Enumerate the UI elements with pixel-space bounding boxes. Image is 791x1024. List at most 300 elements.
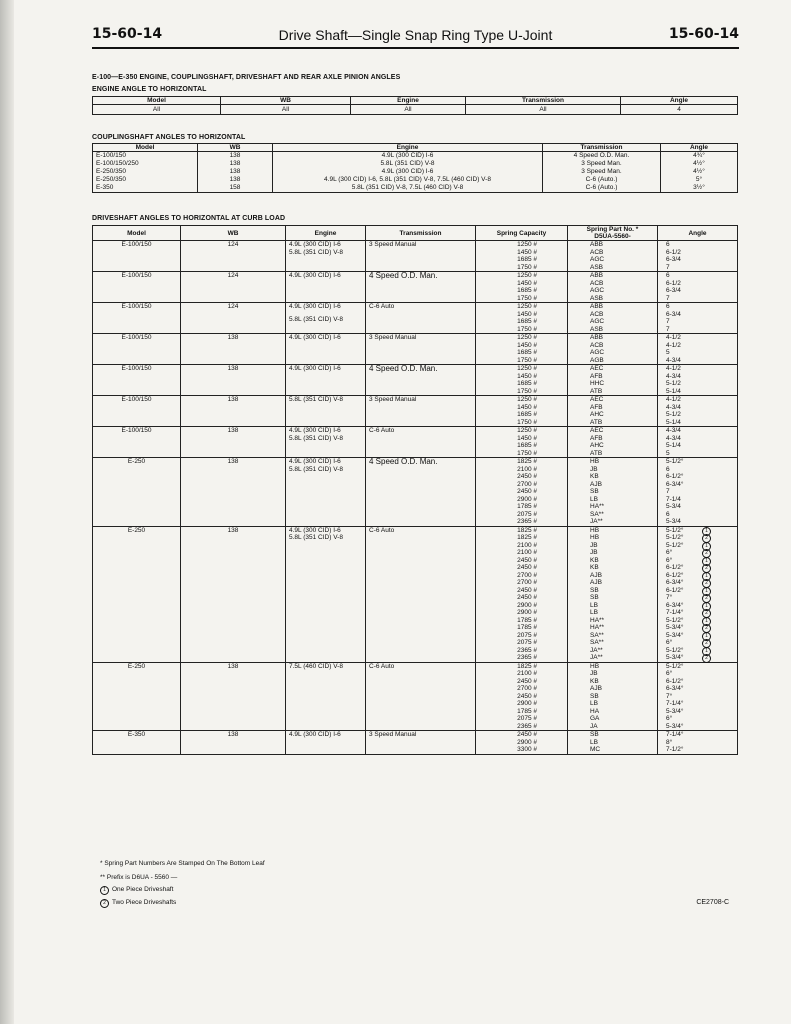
capacity-line: 1785 # [517, 616, 537, 624]
table-cell: 4.9L (300 CID) I-6, 5.8L (351 CID) V-8, 7.5L (460 CID) V-8 [273, 176, 543, 184]
engine-line: 5.8L (351 CID) V-8 [289, 465, 343, 473]
part-line: JA** [590, 646, 603, 654]
spring-capacity-cell [476, 241, 568, 272]
capacity-line: 2450 # [517, 473, 537, 480]
angle-value: 5-1/2° [666, 458, 684, 465]
angle-value: 6° [666, 670, 673, 677]
capacity-line: 2450 # [517, 731, 537, 738]
column-header: WB [221, 97, 351, 105]
capacity-line: 1685 # [517, 287, 537, 294]
capacity-line: 1825 # [517, 662, 537, 670]
angle-value: 7-1/4° [666, 609, 684, 616]
angle-value: 6 [666, 465, 670, 473]
part-line: SB [590, 594, 599, 601]
angle-value: 6-3/4° [666, 685, 684, 692]
angle-cell [658, 731, 738, 755]
table-row [93, 427, 738, 458]
angle-cell [658, 365, 738, 396]
angle-line [666, 280, 734, 288]
angle-value: 6° [666, 639, 673, 646]
column-header: Spring Capacity [476, 226, 568, 241]
model-cell: E-100/150 [93, 334, 181, 365]
part-line: ATB [590, 449, 603, 457]
angle-line [666, 419, 734, 427]
capacity-line: 1750 # [517, 263, 537, 271]
table-cell: All [221, 105, 351, 115]
circled-2-icon: 2 [702, 564, 711, 573]
table-row [93, 731, 738, 755]
capacity-line: 1750 # [517, 325, 537, 333]
model-cell: E-100/150 [93, 365, 181, 396]
table-cell: 4 [621, 105, 738, 115]
footnote-spring-part: * Spring Part Numbers Are Stamped On The Bottom Leaf [100, 860, 265, 867]
couplingshaft-angle-table [92, 143, 738, 193]
part-line: SA** [590, 631, 604, 639]
angle-value: 5-1/4 [666, 387, 681, 395]
angle-value: 5-3/4 [666, 518, 681, 525]
spring-part-cell [568, 526, 658, 662]
angle-value: 7-1/2° [666, 746, 684, 753]
table-row [93, 184, 738, 193]
angle-value: 5-3/4° [666, 624, 684, 631]
angle-value: 4-3/4 [666, 427, 681, 434]
angle-value: 5-3/4° [666, 707, 684, 715]
angle-value: 7-1/4 [666, 495, 681, 503]
part-line: AJB [590, 579, 602, 586]
capacity-line: 2900 # [517, 609, 537, 616]
table-cell: 5.8L (351 CID) V-8, 7.5L (460 CID) V-8 [273, 184, 543, 193]
engine-cell [286, 334, 366, 365]
part-line: HA [590, 707, 600, 715]
angle-value: 5 [666, 449, 670, 457]
part-line: HA** [590, 624, 605, 631]
angle-value: 8° [666, 738, 673, 746]
wb-cell: 138 [181, 334, 286, 365]
capacity-line: 1250 # [517, 303, 537, 310]
table-cell: All [466, 105, 621, 115]
angle-line [666, 311, 734, 319]
part-line: KB [590, 564, 599, 571]
capacity-line: 1785 # [517, 707, 537, 715]
wb-cell: 124 [181, 303, 286, 334]
capacity-line: 2450 # [517, 692, 537, 700]
table-row [93, 396, 738, 427]
part-line: AHC [590, 442, 604, 449]
table-row [93, 365, 738, 396]
angle-line [666, 249, 734, 257]
capacity-line: 2075 # [517, 510, 537, 518]
column-header: Model [93, 226, 181, 241]
angle-line [666, 450, 734, 458]
model-cell: E-100/150 [93, 427, 181, 458]
capacity-line: 1750 # [517, 418, 537, 426]
capacity-line: 1685 # [517, 349, 537, 356]
wb-cell: 124 [181, 241, 286, 272]
part-line: JA** [590, 654, 603, 661]
capacity-line: 1250 # [517, 396, 537, 403]
column-header: Angle [621, 97, 738, 105]
part-line: HB [590, 662, 600, 670]
angle-line [666, 670, 734, 678]
capacity-line: 2365 # [517, 518, 537, 525]
part-line: SB [590, 731, 599, 738]
footnote-text: One Piece Driveshaft [112, 886, 174, 893]
angle-line [666, 473, 734, 481]
part-line: ATB [590, 418, 603, 426]
page-title: Drive Shaft—Single Snap Ring Type U-Joint [278, 27, 553, 43]
engine-angle-table [92, 96, 738, 115]
angle-value: 6-1/2° [666, 586, 684, 594]
page-header [92, 24, 739, 48]
wb-cell: 138 [181, 662, 286, 731]
part-line: ASB [590, 325, 604, 333]
angle-value: 5-1/2° [666, 541, 684, 549]
capacity-line: 2450 # [517, 594, 537, 601]
column-header: Angle [661, 144, 738, 152]
part-line: HB [590, 534, 600, 541]
capacity-line: 1750 # [517, 356, 537, 364]
part-line: ABB [590, 272, 604, 279]
circled-2-icon: 2 [702, 639, 711, 648]
table-cell: 5° [661, 176, 738, 184]
angle-cell [658, 241, 738, 272]
circled-2-icon: 2 [702, 654, 711, 663]
angle-line [666, 602, 734, 610]
angle-line [666, 287, 734, 295]
table-cell: E-250/350 [93, 176, 198, 184]
part-line: JA [590, 722, 598, 730]
engine-line: 4.9L (300 CID) I-6 [289, 427, 341, 434]
footnote-one-piece [100, 886, 173, 895]
angle-line [666, 349, 734, 357]
angle-value: 4-1/2 [666, 334, 681, 341]
angle-value: 6 [666, 510, 670, 518]
capacity-line: 2075 # [517, 639, 537, 646]
angle-cell [658, 272, 738, 303]
transmission-cell: 4 Speed O.D. Man. [366, 458, 476, 527]
part-line: HHC [590, 380, 605, 387]
circled-1-icon: 1 [100, 886, 109, 895]
angle-value: 5-3/4° [666, 654, 684, 661]
angle-cell [658, 396, 738, 427]
capacity-line: 1450 # [517, 248, 537, 256]
table-cell: 138 [198, 152, 273, 161]
model-cell: E-100/150 [93, 303, 181, 334]
part-line: LB [590, 700, 598, 707]
angle-line [666, 594, 734, 602]
angle-line [666, 739, 734, 747]
table-cell: E-100/150 [93, 152, 198, 161]
capacity-line: 1785 # [517, 624, 537, 631]
angle-value: 6-3/4 [666, 287, 681, 294]
capacity-line: 1450 # [517, 341, 537, 349]
footnote-prefix: ** Prefix is D6UA - 5560 — [100, 874, 178, 881]
angle-line [666, 466, 734, 474]
page-binding-shadow [0, 0, 14, 1024]
circled-1-icon: 1 [702, 527, 711, 536]
angle-line [666, 632, 734, 640]
table-row [93, 458, 738, 527]
spring-capacity-cell [476, 458, 568, 527]
part-line: AGC [590, 256, 605, 263]
table-header-row [93, 226, 738, 241]
capacity-line: 1450 # [517, 403, 537, 411]
engine-line: 4.9L (300 CID) I-6 [289, 458, 341, 465]
transmission-cell: 3 Speed Manual [366, 334, 476, 365]
engine-cell [286, 662, 366, 731]
angle-value: 7 [666, 263, 670, 271]
angle-value: 7° [666, 594, 673, 601]
part-line: AJB [590, 685, 602, 692]
spring-capacity-cell [476, 731, 568, 755]
angle-value: 6° [666, 556, 673, 564]
model-cell: E-100/150 [93, 396, 181, 427]
angle-value: 5-3/4° [666, 722, 684, 730]
engine-line: 4.9L (300 CID) I-6 [289, 241, 341, 248]
angle-line [666, 587, 734, 595]
angle-value: 6-1/2 [666, 279, 681, 287]
column-header: Engine [351, 97, 466, 105]
angle-value: 4-1/2 [666, 365, 681, 372]
angle-value: 5-1/2° [666, 646, 684, 654]
angle-value: 5-1/4 [666, 418, 681, 426]
table-cell: 138 [198, 168, 273, 176]
spring-part-prefix: D5UA-5560- [594, 233, 631, 240]
table-row [93, 105, 738, 115]
capacity-line: 1825 # [517, 526, 537, 534]
engine-line: 5.8L (351 CID) V-8 [289, 315, 343, 323]
angle-line [666, 404, 734, 412]
angle-line [666, 527, 734, 535]
capacity-line: 2900 # [517, 700, 537, 707]
capacity-line: 1250 # [517, 427, 537, 434]
wb-cell: 138 [181, 526, 286, 662]
spring-part-cell [568, 272, 658, 303]
capacity-line: 1785 # [517, 503, 537, 510]
angle-line [666, 617, 734, 625]
table-cell: 4 Speed O.D. Man. [543, 152, 661, 161]
angle-line [666, 700, 734, 708]
capacity-line: 2700 # [517, 685, 537, 692]
angle-value: 7-1/4° [666, 700, 684, 707]
angle-value: 6-1/2° [666, 571, 684, 579]
angle-line [666, 411, 734, 419]
angle-line [666, 241, 734, 249]
part-line: JB [590, 465, 598, 473]
column-header: Transmission [543, 144, 661, 152]
angle-line [666, 373, 734, 381]
angle-value: 4-3/4 [666, 434, 681, 442]
engine-line: 4.9L (300 CID) I-6 [289, 526, 341, 534]
part-line: ABB [590, 303, 604, 310]
capacity-line: 1685 # [517, 442, 537, 449]
table-cell: 158 [198, 184, 273, 193]
part-line: LB [590, 738, 598, 746]
capacity-line: 1250 # [517, 365, 537, 372]
angle-value: 5-1/2° [666, 526, 684, 534]
spring-part-header: Spring Part No. * [586, 226, 639, 233]
angle-value: 5-1/4 [666, 442, 681, 449]
angle-cell [658, 662, 738, 731]
angle-line [666, 723, 734, 731]
angle-value: 5-3/4° [666, 631, 684, 639]
angle-line [666, 647, 734, 655]
table-row [93, 241, 738, 272]
capacity-line: 3300 # [517, 746, 537, 753]
engine-cell [286, 427, 366, 458]
table-cell: All [351, 105, 466, 115]
part-line: AEC [590, 427, 604, 434]
capacity-line: 1250 # [517, 334, 537, 341]
table-row [93, 168, 738, 176]
capacity-line: 2900 # [517, 601, 537, 609]
spring-part-cell [568, 458, 658, 527]
angle-line [666, 654, 734, 662]
spring-part-cell [568, 334, 658, 365]
figure-code: CE2708-C [696, 899, 729, 906]
capacity-line: 2700 # [517, 480, 537, 488]
angle-value: 6-1/2° [666, 677, 684, 685]
angle-line [666, 264, 734, 272]
part-line: ASB [590, 294, 604, 302]
angle-line [666, 746, 734, 754]
angle-value: 6-1/2° [666, 473, 684, 480]
part-line: AFB [590, 434, 603, 442]
part-line: MC [590, 746, 601, 753]
circled-1-icon: 1 [702, 617, 711, 626]
part-line: AGB [590, 356, 604, 364]
angle-line [666, 572, 734, 580]
angle-line [666, 272, 734, 280]
table-cell: 4.9L (300 CID) I-6 [273, 152, 543, 161]
engine-cell [286, 396, 366, 427]
table-cell: 138 [198, 160, 273, 168]
capacity-line: 2365 # [517, 646, 537, 654]
capacity-line: 2365 # [517, 654, 537, 661]
part-line: SB [590, 488, 599, 495]
spring-part-cell [568, 731, 658, 755]
spring-part-cell [568, 396, 658, 427]
angle-value: 6-3/4° [666, 579, 684, 586]
model-cell: E-100/150 [93, 241, 181, 272]
page-number-right: 15-60-14 [668, 26, 739, 42]
table-cell: E-250/350 [93, 168, 198, 176]
spring-capacity-cell [476, 303, 568, 334]
wb-cell: 138 [181, 365, 286, 396]
part-line: ASB [590, 263, 604, 271]
column-header: WB [198, 144, 273, 152]
capacity-line: 2075 # [517, 631, 537, 639]
circled-1-icon: 1 [702, 542, 711, 551]
section-heading-driveshaft: DRIVESHAFT ANGLES TO HORIZONTAL AT CURB LOAD [92, 215, 286, 222]
capacity-line: 1685 # [517, 411, 537, 418]
part-line: ABB [590, 241, 604, 248]
wb-cell: 138 [181, 396, 286, 427]
part-line: ACB [590, 279, 604, 287]
table-cell: 4½° [661, 168, 738, 176]
part-line: KB [590, 677, 599, 685]
capacity-line: 2450 # [517, 556, 537, 564]
model-cell: E-100/150 [93, 272, 181, 303]
angle-value: 5 [666, 349, 670, 356]
angle-value: 5-1/2° [666, 662, 684, 670]
spring-part-cell [568, 365, 658, 396]
angle-value: 7-1/4° [666, 731, 684, 738]
angle-line [666, 357, 734, 365]
capacity-line: 1825 # [517, 534, 537, 541]
angle-line [666, 256, 734, 264]
part-line: JA** [590, 518, 603, 525]
table-cell: 138 [198, 176, 273, 184]
part-line: AGC [590, 318, 605, 325]
angle-line [666, 639, 734, 647]
angle-line [666, 342, 734, 350]
page-number-left: 15-60-14 [92, 26, 163, 42]
capacity-line: 2700 # [517, 579, 537, 586]
model-cell: E-350 [93, 731, 181, 755]
wb-cell: 124 [181, 272, 286, 303]
table-cell: 3 Speed Man. [543, 160, 661, 168]
capacity-line: 1750 # [517, 449, 537, 457]
angle-value: 7 [666, 318, 670, 325]
angle-cell [658, 427, 738, 458]
capacity-line: 1685 # [517, 380, 537, 387]
spring-capacity-cell [476, 334, 568, 365]
part-line: ACB [590, 341, 604, 349]
part-line: ACB [590, 248, 604, 256]
part-line: AHC [590, 411, 604, 418]
angle-line [666, 388, 734, 396]
spring-capacity-cell [476, 427, 568, 458]
part-line: JB [590, 670, 598, 677]
footnote-two-piece [100, 899, 176, 908]
part-line: LB [590, 495, 598, 503]
table-cell: 4½° [661, 160, 738, 168]
column-header: Engine [273, 144, 543, 152]
angle-value: 6° [666, 715, 673, 722]
column-header [568, 226, 658, 241]
angle-line [666, 458, 734, 466]
engine-line: 4.9L (300 CID) I-6 [289, 731, 341, 738]
circled-1-icon: 1 [702, 557, 711, 566]
column-header: Model [93, 144, 198, 152]
angle-line [666, 435, 734, 443]
engine-line: 4.9L (300 CID) I-6 [289, 303, 341, 310]
angle-value: 5-1/2° [666, 534, 684, 541]
angle-value: 7° [666, 692, 673, 700]
table-cell: E-350 [93, 184, 198, 193]
part-line: AJB [590, 571, 602, 579]
angle-value: 4-1/2 [666, 396, 681, 403]
angle-line [666, 365, 734, 373]
engine-line: 5.8L (351 CID) V-8 [289, 248, 343, 256]
capacity-line: 1450 # [517, 279, 537, 287]
engine-cell [286, 731, 366, 755]
wb-cell: 138 [181, 731, 286, 755]
capacity-line: 2450 # [517, 488, 537, 495]
capacity-line: 1450 # [517, 310, 537, 318]
angle-value: 6 [666, 272, 670, 279]
part-line: AGC [590, 349, 605, 356]
part-line: JB [590, 541, 598, 549]
section-heading-couplingshaft: COUPLINGSHAFT ANGLES TO HORIZONTAL [92, 134, 246, 141]
capacity-line: 2450 # [517, 677, 537, 685]
engine-cell [286, 365, 366, 396]
part-line: SA** [590, 639, 604, 646]
engine-line: 5.8L (351 CID) V-8 [289, 534, 343, 541]
table-row [93, 272, 738, 303]
part-line: AJB [590, 480, 602, 488]
